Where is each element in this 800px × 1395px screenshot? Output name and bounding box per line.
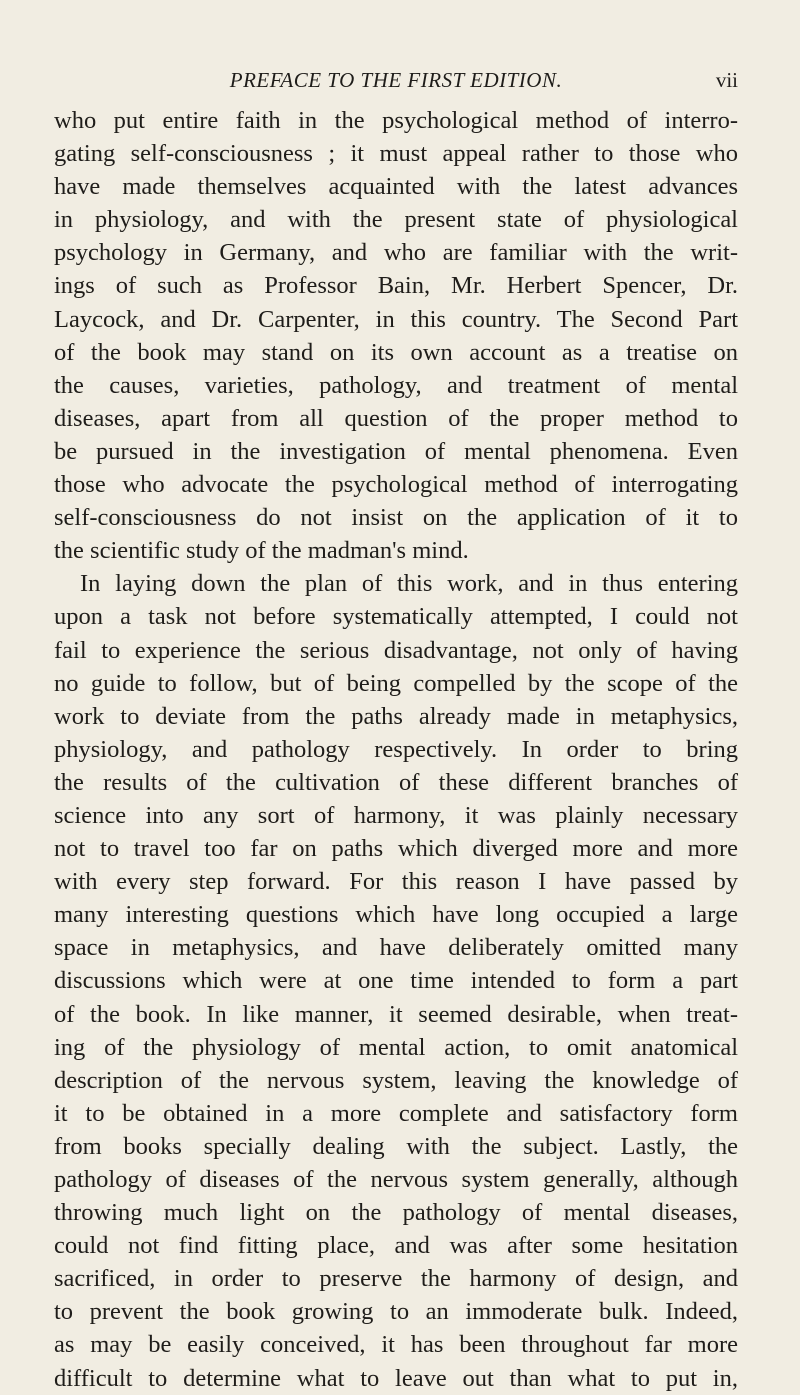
text-line: sacrificed, in order to preserve the harmony of design, and bbox=[54, 1265, 738, 1293]
text-line: be pursued in the investigation of mental phenomena. Even bbox=[54, 437, 738, 465]
text-line: many interesting questions which have long occupied a large bbox=[54, 901, 738, 929]
text-line: those who advocate the psychological method of interrogating bbox=[54, 471, 738, 499]
text-line: psychology in Germany, and who are familiar with the writ- bbox=[54, 239, 738, 267]
text-line: gating self-consciousness ; it must appeal rather to those who bbox=[54, 140, 738, 168]
text-line: not to travel too far on paths which diverged more and more bbox=[54, 835, 738, 863]
text-line: with every step forward. For this reason I have passed by bbox=[54, 868, 738, 896]
text-line: it to be obtained in a more complete and satisfactory form bbox=[54, 1099, 738, 1127]
text-line: pathology of diseases of the nervous system generally, although bbox=[54, 1166, 738, 1193]
text-line: In laying down the plan of this work, and in thus entering bbox=[80, 570, 738, 598]
text-line: description of the nervous system, leaving the knowledge of bbox=[54, 1066, 738, 1094]
text-line: no guide to follow, but of being compelled by the scope of the bbox=[54, 669, 738, 697]
text-line: science into any sort of harmony, it was plainly necessary bbox=[54, 801, 738, 829]
text-line: the causes, varieties, pathology, and treatment of mental bbox=[54, 371, 738, 399]
text-line: Laycock, and Dr. Carpenter, in this country. The Second Part bbox=[54, 305, 738, 333]
page-number: vii bbox=[715, 68, 738, 92]
text-line: who put entire faith in the psychological method of interro- bbox=[54, 107, 738, 134]
text-line: ing of the physiology of mental action, to omit anatomical bbox=[54, 1033, 738, 1061]
text-line: as may be easily conceived, it has been throughout far more bbox=[54, 1331, 738, 1359]
text-line: diseases, apart from all question of the proper method to bbox=[54, 404, 738, 432]
text-line: could not find fitting place, and was after some hesitation bbox=[54, 1232, 738, 1260]
text-line: difficult to determine what to leave out than what to put in, bbox=[54, 1364, 738, 1392]
text-line: of the book may stand on its own account as a treatise on bbox=[54, 338, 738, 366]
text-line: space in metaphysics, and have deliberately omitted many bbox=[54, 934, 738, 962]
text-line: physiology, and pathology respectively. In order to bring bbox=[54, 735, 738, 763]
text-line: self-consciousness do not insist on the application of it to bbox=[54, 504, 738, 532]
body-text bbox=[54, 104, 738, 1395]
text-line: upon a task not before systematically attempted, I could not bbox=[54, 603, 738, 631]
text-line: have made themselves acquainted with the latest advances bbox=[54, 173, 738, 201]
running-head: PREFACE TO THE FIRST EDITION. bbox=[229, 68, 563, 92]
text-line: throwing much light on the pathology of mental diseases, bbox=[54, 1199, 738, 1227]
text-line: the scientific study of the madman's mind. bbox=[54, 537, 469, 565]
text-line: of the book. In like manner, it seemed desirable, when treat- bbox=[54, 1000, 738, 1028]
text-line: ings of such as Professor Bain, Mr. Herbert Spencer, Dr. bbox=[54, 272, 738, 300]
text-line: the results of the cultivation of these different branches of bbox=[54, 768, 738, 796]
page-header bbox=[54, 68, 738, 98]
text-line: fail to experience the serious disadvantage, not only of having bbox=[54, 636, 738, 664]
text-line: to prevent the book growing to an immoderate bulk. Indeed, bbox=[54, 1298, 738, 1326]
text-line: in physiology, and with the present state of physiological bbox=[54, 206, 738, 234]
text-line: discussions which were at one time intended to form a part bbox=[54, 967, 738, 995]
text-line: work to deviate from the paths already made in metaphysics, bbox=[54, 702, 738, 730]
text-line: from books specially dealing with the subject. Lastly, the bbox=[54, 1132, 738, 1160]
